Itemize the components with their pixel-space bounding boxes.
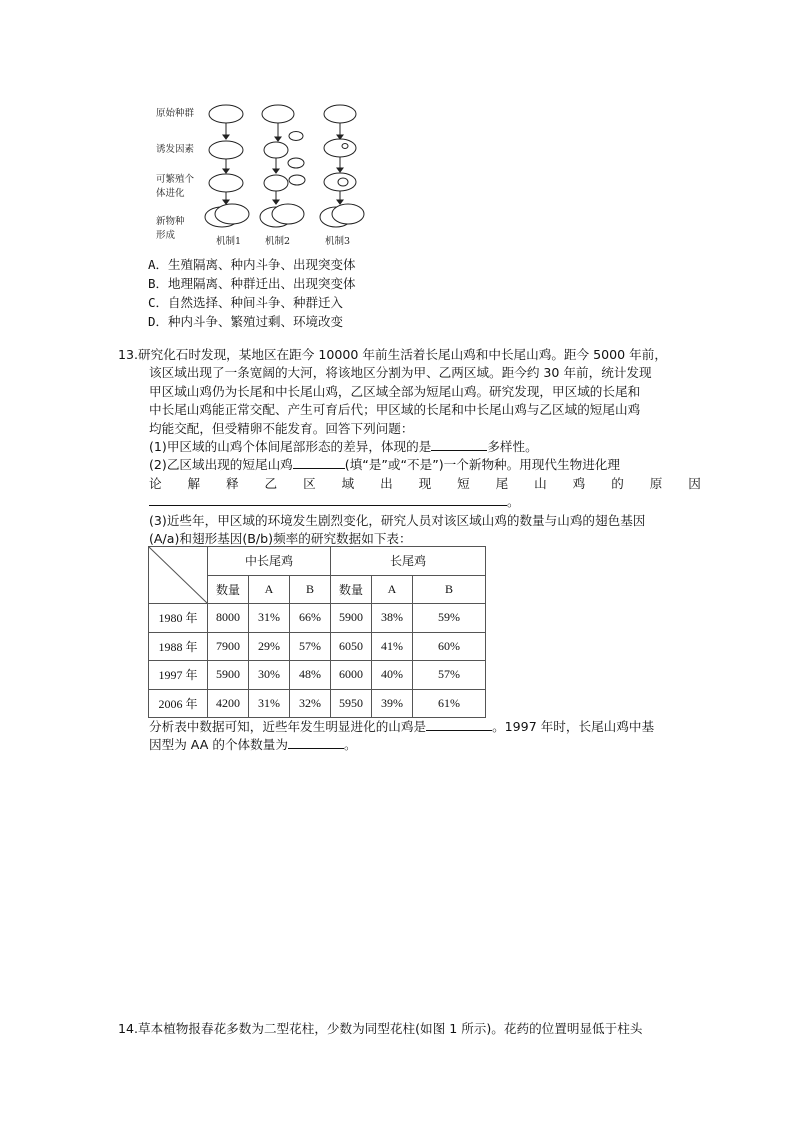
table-row: [149, 689, 486, 718]
table-cell: 5900: [208, 661, 249, 690]
mechanism-1-label: 机制1: [216, 236, 242, 247]
q13-sub-2-cont: 论 解 释 乙 区 域 出 现 短 尾 山 鸡 的 原 因: [149, 475, 701, 491]
table-cell: 59%: [413, 604, 486, 633]
q13-line-4: 中长尾山鸡能正常交配、产生可育后代；甲区域的长尾和中长尾山鸡与乙区域的短尾山鸡: [149, 402, 641, 418]
table-cell: 8000: [208, 604, 249, 633]
table-cell: 57%: [290, 632, 331, 661]
mechanism-diagram: [150, 100, 380, 250]
question-13: [118, 346, 703, 548]
blank-5[interactable]: [288, 736, 344, 749]
mechanism-3-label: 机制3: [325, 236, 351, 247]
q13-sub-3-line-2: (A/a)和翅形基因(B/b)频率的研究数据如下表：: [149, 531, 412, 547]
mechanism-2-label: 机制2: [265, 236, 291, 247]
q13-sub-3-line-1: (3)近些年，甲区域的环境发生剧烈变化，研究人员对该区域山鸡的数量与山鸡的翅色基因: [149, 512, 646, 528]
row-label-new-species-1: 新物种: [156, 216, 185, 227]
table-row: [149, 632, 486, 661]
sub-header: A: [249, 575, 290, 604]
question-14: 14.草本植物报春花多数为二型花柱，少数为同型花柱(如图 1 所示)。花药的位置明显低于柱头: [118, 1021, 643, 1036]
sub-header: A: [372, 575, 413, 604]
blank-4[interactable]: [426, 718, 492, 731]
table-row: [149, 604, 486, 633]
table-cell: 66%: [290, 604, 331, 633]
row-label-new-species-2: 形成: [156, 230, 176, 241]
blank-2[interactable]: [293, 456, 345, 469]
allele-frequency-table: [148, 546, 486, 718]
option-a: A．生殖隔离、种内斗争、出现突变体: [148, 257, 356, 272]
table-cell: 40%: [372, 661, 413, 690]
table-cell: 39%: [372, 689, 413, 718]
q13-analysis-line-1: 分析表中数据可知，近些年发生明显进化的山鸡是 。1997 年时，长尾山鸡中基: [149, 719, 655, 734]
table-cell: 48%: [290, 661, 331, 690]
table-cell: 41%: [372, 632, 413, 661]
group-header-medium-tail: 中长尾鸡: [208, 547, 331, 576]
q13-sub-1: (1)甲区域的山鸡个体间尾部形态的差异，体现的是 多样性。: [149, 439, 538, 455]
group-header-long-tail: 长尾鸡: [331, 547, 486, 576]
q13-analysis-line-2: 因型为 AA 的个体数量为 。: [149, 737, 357, 752]
q13-line-3: 甲区域山鸡仍为长尾和中长尾山鸡，乙区域全部为短尾山鸡。研究发现，甲区域的长尾和: [149, 383, 641, 399]
sub-header: B: [290, 575, 331, 604]
table-cell: 5900: [331, 604, 372, 633]
table-diagonal-cell: [149, 547, 208, 604]
table-cell: 38%: [372, 604, 413, 633]
q13-sub-2-blank-line: 。: [118, 493, 703, 511]
option-c: C．自然选择、种间斗争、种群迁入: [148, 295, 344, 310]
table-cell: 31%: [249, 689, 290, 718]
year-cell: 2006 年: [149, 689, 208, 718]
row-label-inducing-factor: 诱发因素: [156, 144, 195, 155]
diagonal-line: [149, 547, 207, 603]
q13-line-5: 均能交配，但受精卵不能发育。回答下列问题：: [149, 420, 414, 436]
q13-sub-2: (2)乙区域出现的短尾山鸡 (填“是”或“不是”)一个新物种。用现代生物进化理: [149, 457, 620, 473]
table-cell: 30%: [249, 661, 290, 690]
blank-3[interactable]: [149, 493, 507, 506]
year-cell: 1997 年: [149, 661, 208, 690]
table-cell: 61%: [413, 689, 486, 718]
table-cell: 7900: [208, 632, 249, 661]
table-cell: 57%: [413, 661, 486, 690]
sub-header: 数量: [331, 575, 372, 604]
table-cell: 5950: [331, 689, 372, 718]
sub-header: 数量: [208, 575, 249, 604]
row-label-original-population: 原始种群: [156, 108, 195, 119]
table-row: [149, 661, 486, 690]
option-b: B．地理隔离、种群迁出、出现突变体: [148, 276, 356, 291]
sub-header: B: [413, 575, 486, 604]
table-cell: 32%: [290, 689, 331, 718]
table-cell: 60%: [413, 632, 486, 661]
speciation-mechanism-figure: [150, 100, 380, 250]
table-cell: 29%: [249, 632, 290, 661]
table-cell: 6000: [331, 661, 372, 690]
row-label-fertile-2: 体进化: [156, 188, 185, 199]
table-cell: 6050: [331, 632, 372, 661]
year-cell: 1980 年: [149, 604, 208, 633]
table-cell: 31%: [249, 604, 290, 633]
blank-1[interactable]: [431, 438, 487, 451]
option-d: D．种内斗争、繁殖过剩、环境改变: [148, 314, 344, 329]
year-cell: 1988 年: [149, 632, 208, 661]
table-cell: 4200: [208, 689, 249, 718]
q13-line-1: 13.研究化石时发现，某地区在距今 10000 年前生活着长尾山鸡和中长尾山鸡。距今 5000 年前，: [118, 347, 667, 362]
row-label-fertile-1: 可繁殖个: [156, 174, 195, 185]
q13-line-2: 该区域出现了一条宽阔的大河，将该地区分割为甲、乙两区域。距今约 30 年前，统计发现: [149, 365, 652, 381]
